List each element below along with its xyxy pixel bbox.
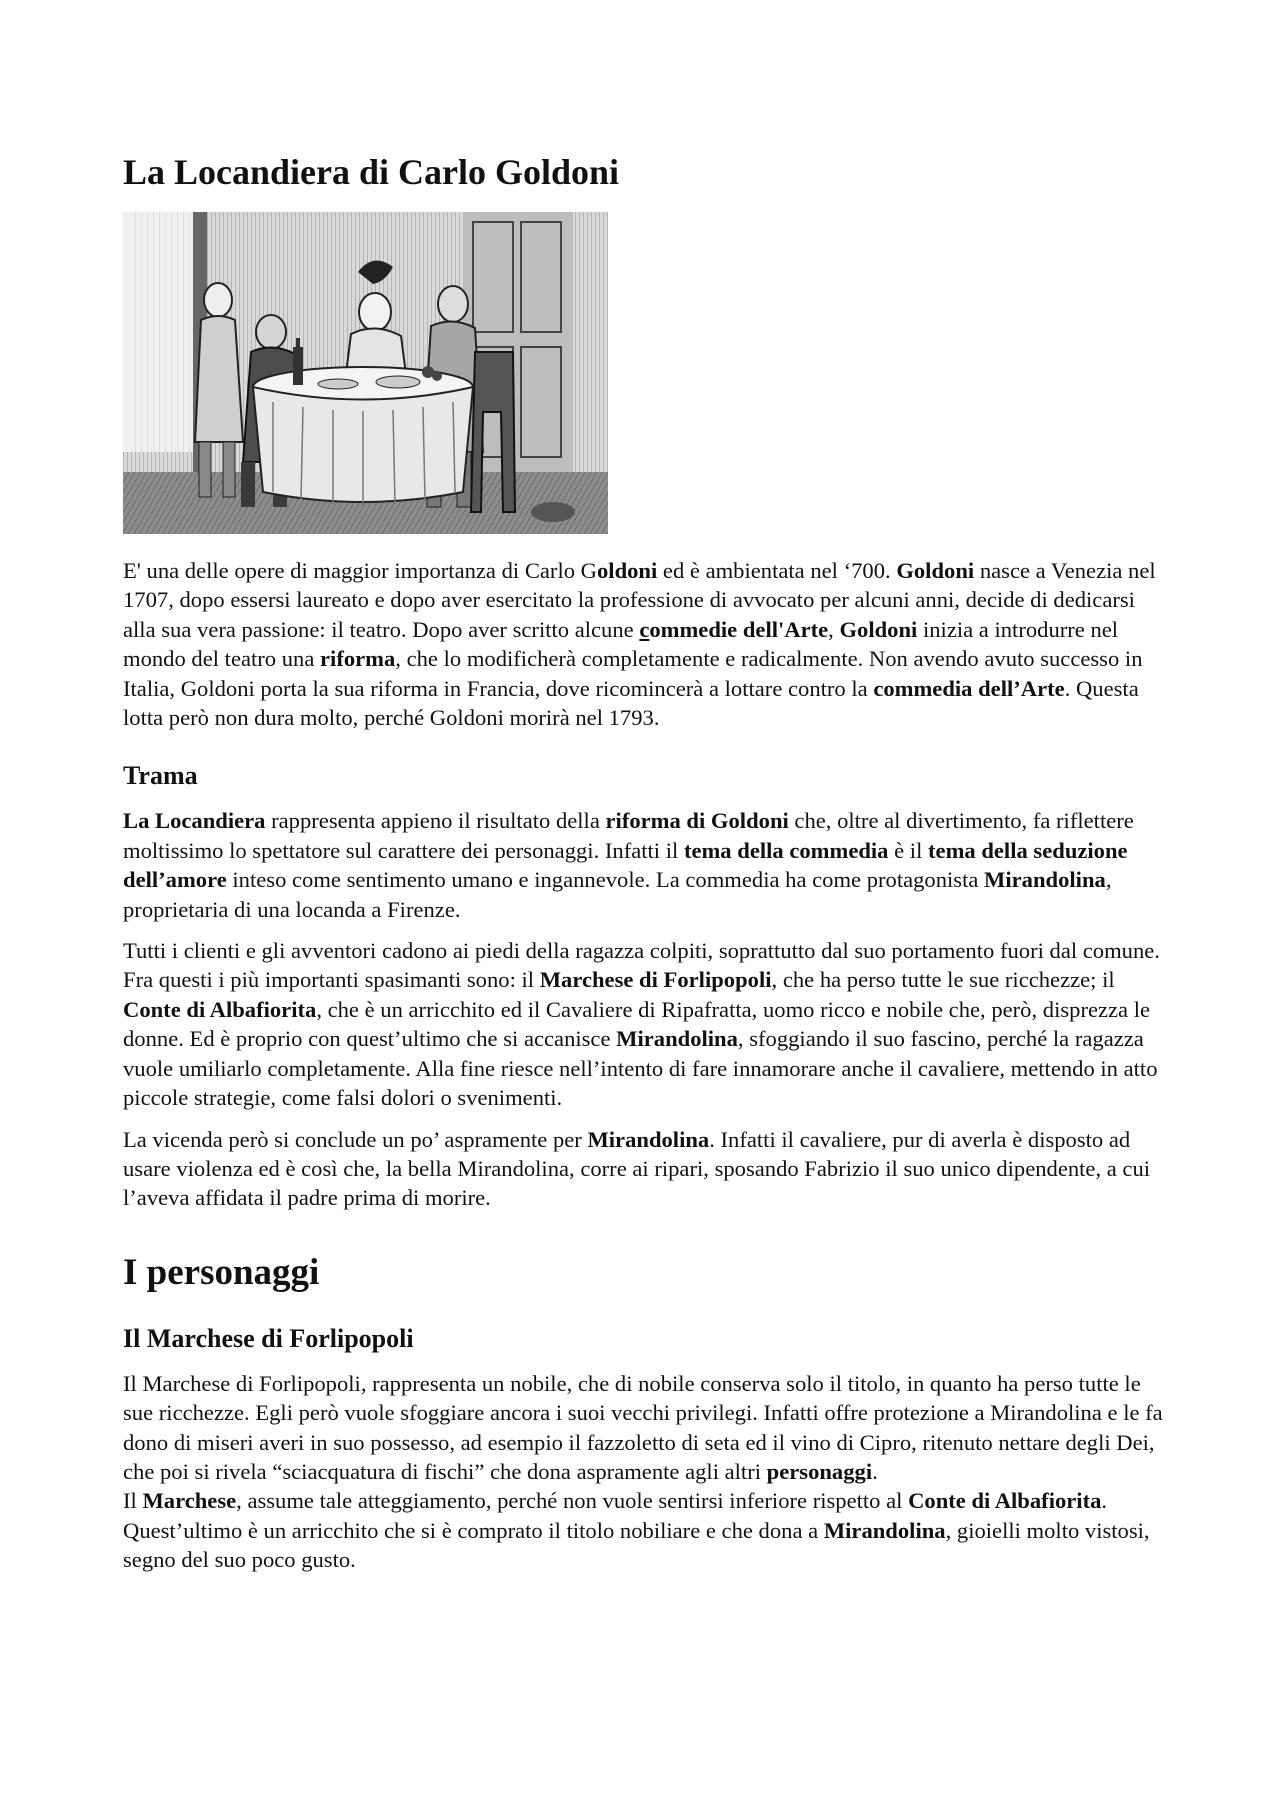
document-page: [123, 150, 1173, 1587]
subsection-heading-marchese: Il Marchese di Forlipopoli: [123, 1323, 414, 1353]
trama-paragraph-3: La vicenda però si conclude un po’ aspramente per Mirandolina. Infatti il cavaliere, pur di averla è disposto ad usare violenza ed è così che, la bella Mirandolina, corre ai ripari, sposando Fabrizio il suo unico dipendente, a cui l’aveva affidata il padre prima di morire.: [123, 1126, 1151, 1211]
section-heading-trama: Trama: [123, 761, 198, 791]
section-heading-personaggi: I personaggi: [123, 1251, 320, 1293]
trama-paragraph-1: La Locandiera rappresenta appieno il risultato della riforma di Goldoni che, oltre al divertimento, fa riflettere moltissimo lo spettatore sul carattere dei personaggi. Infatti il tema della commedia è il tema della seduzione dell’amore inteso come sentimento umano e ingannevole. La commedia ha come protagonista Mirandolina, proprietaria di una locanda a Firenze.: [123, 808, 1134, 922]
illustration: [123, 212, 608, 534]
trama-paragraph-2: Tutti i clienti e gli avventori cadono ai piedi della ragazza colpiti, soprattutto dal suo portamento fuori dal comune. Fra questi i più importanti spasimanti sono: il Marchese di Forlipopoli, che ha perso tutte le sue ricchezze; il Conte di Albafiorita, che è un arricchito ed il Cavaliere di Ripafratta, uomo ricco e nobile che, però, disprezza le donne. Ed è proprio con quest’ultimo che si accanisce Mirandolina, sfoggiando il suo fascino, perché la ragazza vuole umiliarlo completamente. Alla fine riesce nell’intento di fare innamorare anche il cavaliere, mettendo in atto piccole strategie, come falsi dolori o svenimenti.: [123, 938, 1160, 1111]
marchese-paragraph-2: Il Marchese, assume tale atteggiamento, perché non vuole sentirsi inferiore rispetto al Conte di Albafiorita. Quest’ultimo è un arricchito che si è comprato il titolo nobiliare e che dona a Mirandolina, gioielli molto vistosi, segno del suo poco gusto.: [123, 1488, 1150, 1573]
engraving-dinner-scene-icon: [123, 212, 608, 534]
marchese-paragraph-1: Il Marchese di Forlipopoli, rappresenta un nobile, che di nobile conserva solo il titolo, in quanto ha perso tutte le sue ricchezze. Egli però vuole sfoggiare ancora i suoi vecchi privilegi. Infatti offre protezione a Mirandolina e le fa dono di miseri averi in suo possesso, ad esempio il fazzoletto di seta ed il vino di Cipro, ritenuto nettare degli Dei, che poi si rivela “sciacquatura di fischi” che dona aspramente agli altri personaggi.: [123, 1370, 1163, 1484]
intro-paragraph: E' una delle opere di maggior importanza di Carlo Goldoni ed è ambientata nel ‘700. Goldoni nasce a Venezia nel 1707, dopo essersi laureato e dopo aver esercitato la professione di avvocato per alcuni anni, decide di dedicarsi alla sua vera passione: il teatro. Dopo aver scritto alcune commedie dell'Arte, Goldoni inizia a introdurre nel mondo del teatro una riforma, che lo modificherà completamente e radicalmente. Non avendo avuto successo in Italia, Goldoni porta la sua riforma in Francia, dove ricomincerà a lottare contro la commedia dell’Arte. Questa lotta però non dura molto, perché Goldoni morirà nel 1793.: [123, 558, 1156, 731]
document-title: La Locandiera di Carlo Goldoni: [123, 152, 620, 192]
